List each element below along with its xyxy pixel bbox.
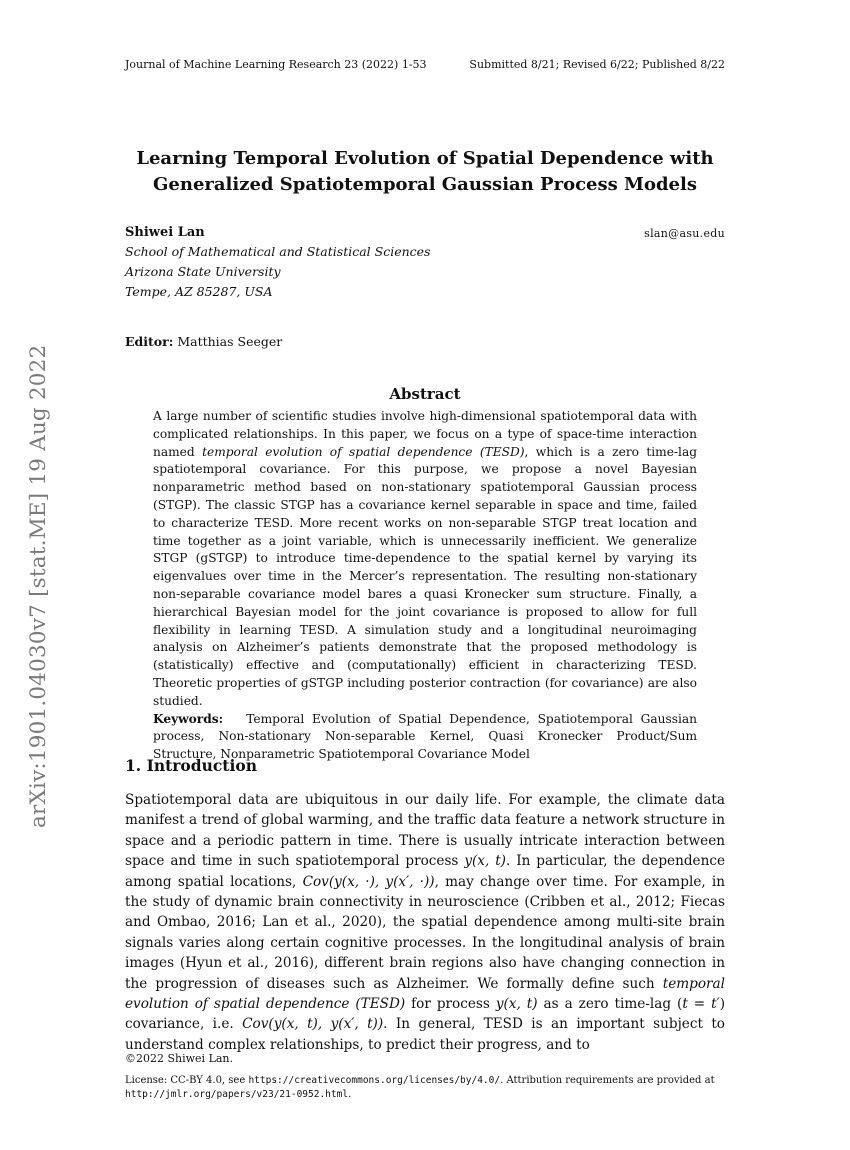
affiliation-line-3: Tempe, AZ 85287, USA [125,284,273,299]
paper-title [125,146,725,198]
math-cov-spatial: Cov(y(x, ·), y(x′, ·)) [302,873,435,890]
math-t-eq: t = t′ [682,996,720,1013]
copyright-notice: ©2022 Shiwei Lan. [125,1052,234,1065]
introduction-paragraph [125,790,725,1055]
intro-text-4: for process [405,996,496,1013]
abstract-text [153,408,697,711]
attribution-link[interactable]: http://jmlr.org/papers/v23/21-0952.html [125,1089,349,1100]
license-notice [125,1074,725,1102]
intro-text-7: . In general, TESD is an important subject to understand complex relationships, to predict their progress, and to [125,1016,725,1053]
abstract-part-1: A large number of scientific studies involve high-dimensional spatiotemporal data with complicated relationships. In this paper, we focus on a type of space-time interaction named [153,409,697,459]
keywords-list: Temporal Evolution of Spatial Dependence, Spatiotemporal Gaussian process, Non-stationary Non-separable Kernel, Quasi Kronecker Product/Sum Structure, Nonparametric Spatiotemporal Covariance Model [153,711,697,762]
intro-text-1: Spatiotemporal data are ubiquitous in our daily life. For example, the climate data manifest a trend of global warming, and the traffic data feature a network structure in space and a periodic pattern in time. There is usually intricate interaction between space and time in such spatiotemporal process [125,792,725,870]
submission-dates: Submitted 8/21; Revised 6/22; Published 8/22 [469,58,725,71]
intro-text-6: ) covariance, i.e. [125,996,726,1033]
editor-label: Editor: [125,334,174,349]
editor-name: Matthias Seeger [177,334,283,349]
intro-term: temporal evolution of spatial dependence (TESD) [125,975,725,1013]
section-heading-introduction: 1. Introduction [125,756,257,775]
license-mid: . Attribution requirements are provided at [500,1075,715,1086]
abstract-term: temporal evolution of spatial dependence (TESD) [202,444,525,459]
journal-header: Journal of Machine Learning Research 23 (2022) 1-53 [125,58,427,71]
keywords-label: Keywords: [153,711,224,726]
abstract-heading: Abstract [389,385,461,403]
affiliation-line-1: School of Mathematical and Statistical Sciences [125,244,431,259]
intro-text-3: , may change over time. For example, in the study of dynamic brain connectivity in neuroscience (Cribben et al., 2012; Fiecas and Ombao, 2016; Lan et al., 2020), the spatial dependence among multi-site brain signals varies along certain cognitive processes. In the longitudinal analysis of brain images (Hyun et al., 2016), different brain regions also have changing connection in the progression of diseases such as Alzheimer. We formally define such [125,873,725,992]
license-prefix: License: CC-BY 4.0, see [125,1075,249,1086]
abstract-part-2: , which is a zero time-lag spatiotemporal covariance. For this purpose, we propose a novel Bayesian nonparametric method based on non-stationary spatiotemporal Gaussian process (STGP). The classic STGP has a covariance kernel separable in space and time, failed to characterize TESD. More recent works on non-separable STGP treat location and time together as a joint variable, which is unnecessarily inefficient. We generalize STGP (gSTGP) to introduce time-dependence to the spatial kernel by varying its eigenvalues over time in the Mercer’s representation. The resulting non-stationary non-separable covariance model bares a quasi Kronecker sum structure. Finally, a hierarchical Bayesian model for the joint covariance is proposed to allow for full flexibility in learning TESD. A simulation study and a longitudinal neuroimaging analysis on Alzheimer’s patients demonstrate that the proposed methodology is (statistically) effective and (computationally) efficient in characterizing TESD. Theoretic properties of gSTGP including posterior contraction (for covariance) are also studied. [153,444,698,708]
math-cov-zero-lag: Cov(y(x, t), y(x′, t)) [242,1016,384,1033]
intro-text-5: as a zero time-lag ( [537,996,683,1013]
editor-line [125,333,282,351]
title-line-1: Learning Temporal Evolution of Spatial Dependence with [136,148,714,169]
arxiv-stamp: arXiv:1901.04030v7 [stat.ME] 19 Aug 2022 [26,344,51,828]
math-y-x-t-2: y(x, t) [495,996,538,1013]
license-link[interactable]: https://creativecommons.org/licenses/by/4.0/ [248,1075,501,1086]
math-y-x-t: y(x, t) [464,853,506,870]
intro-text-2: . In particular, the dependence among spatial locations, [125,853,725,890]
affiliation-line-2: Arizona State University [125,264,281,279]
author-name: Shiwei Lan [125,225,205,240]
author-email: slan@asu.edu [644,227,725,240]
title-line-2: Generalized Spatiotemporal Gaussian Process Models [153,174,697,195]
abstract-body [153,408,697,764]
license-end: . [348,1089,352,1100]
